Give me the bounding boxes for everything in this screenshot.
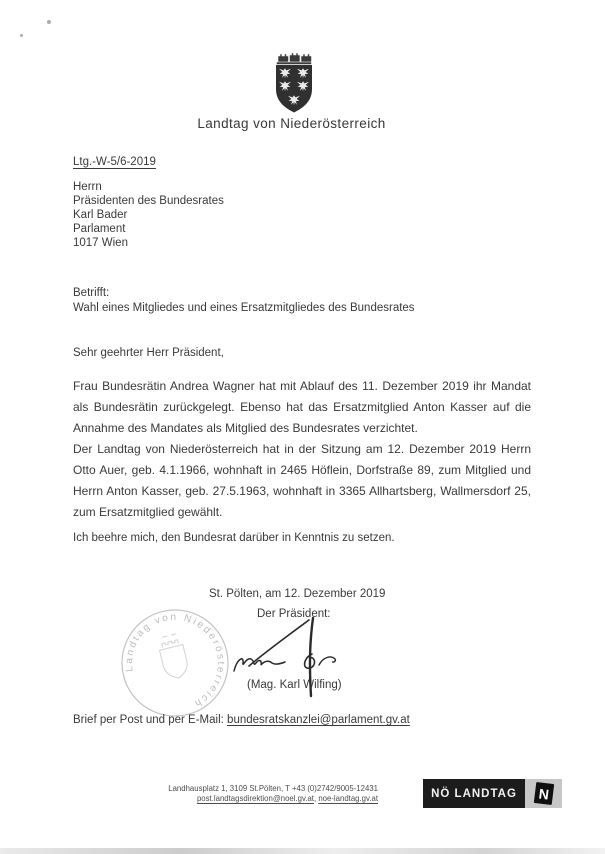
delivery-note-prefix: Brief per Post und per E-Mail: <box>73 714 228 726</box>
footer-separator: , <box>313 793 319 803</box>
n-brand-icon <box>533 782 553 805</box>
signer-title: Der Präsident: <box>257 608 331 620</box>
recipient-block <box>73 180 224 250</box>
closing-line: Ich beehre mich, den Bundesrat darüber in Kenntnis zu setzen. <box>73 532 395 544</box>
footer-contact-line <box>140 794 378 804</box>
delivery-note <box>73 714 410 726</box>
scan-edge-artifact <box>0 848 605 854</box>
coat-of-arms-icon <box>268 51 320 113</box>
footer-address: Landhausplatz 1, 3109 St.Pölten, T +43 (0)2742/9005-12431 <box>168 784 378 793</box>
recipient-line: 1017 Wien <box>73 237 128 249</box>
footer-website-link[interactable]: noe-landtag.gv.at <box>318 793 378 803</box>
subject-block <box>73 286 415 315</box>
footer-contact-block <box>140 784 378 804</box>
signature-icon <box>222 612 352 707</box>
subject-text: Wahl eines Mitgliedes und eines Ersatzmitgliedes des Bundesrates <box>73 301 415 314</box>
dateline: St. Pölten, am 12. Dezember 2019 <box>209 588 386 600</box>
body-paragraph-1: Frau Bundesrätin Andrea Wagner hat mit Ablauf des 11. Dezember 2019 ihr Mandat als Bundesrätin zurückgelegt. Ebenso hat das Ersatzmitglied Anton Kasser auf die Annahme des Mandates als Mitglied des Bundesrates verzichtet. <box>73 379 531 435</box>
recipient-line: Karl Bader <box>73 209 128 221</box>
logo-label: NÖ LANDTAG <box>431 787 517 800</box>
salutation: Sehr geehrter Herr Präsident, <box>73 347 224 359</box>
signer-name: (Mag. Karl Wilfing) <box>247 679 342 691</box>
svg-text:Landtag von Niederösterreich: Landtag von Niederösterreich <box>123 611 227 710</box>
recipient-line: Herrn <box>73 181 102 193</box>
delivery-email-link[interactable]: bundesratskanzlei@parlament.gv.at <box>227 714 410 726</box>
reference-number: Ltg.-W-5/6-2019 <box>73 156 156 168</box>
noe-landtag-logo <box>423 779 525 808</box>
recipient-line: Parlament <box>73 223 126 235</box>
body-paragraph-2: Der Landtag von Niederösterreich hat in der Sitzung am 12. Dezember 2019 Herrn Otto Auer, geb. 4.1.1966, wohnhaft in 2465 Höflein, Dorfstraße 89, zum Mitglied und Herrn Anton Kasser, geb. 27.5.1963, wohnhaft in 3365 Allhartsberg, Wallmersdorf 25, zum Ersatzmitglied gewählt. <box>73 442 531 519</box>
logo-n-box <box>525 779 562 808</box>
recipient-line: Präsidenten des Bundesrates <box>73 195 224 207</box>
scan-speck <box>20 34 23 37</box>
logo-letter: N <box>537 784 550 803</box>
org-title: Landtag von Niederösterreich <box>197 116 386 131</box>
scan-speck <box>47 20 51 24</box>
subject-label: Betrifft: <box>73 287 110 299</box>
footer-email-link[interactable]: post.landtagsdirektion@noel.gv.at <box>196 793 314 803</box>
letter-body <box>73 376 531 523</box>
